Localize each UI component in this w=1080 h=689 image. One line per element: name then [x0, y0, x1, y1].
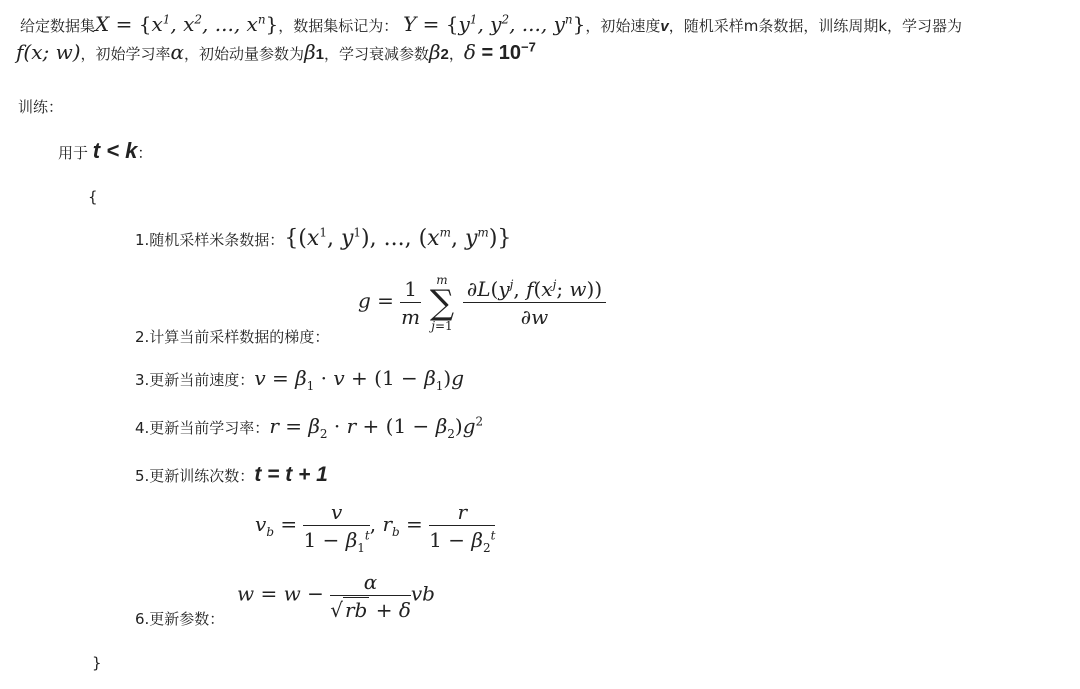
intro-line2-c: ，学习衰减参数: [323, 45, 429, 63]
formula-delta: δ: [463, 40, 476, 64]
intro-given-text: 给定数据集: [20, 17, 96, 35]
delta-value: = $10^{-7}$: [475, 39, 536, 64]
step-3-formula: $v = \beta_1 \cdot v + (1 - \beta_1)g$: [254, 366, 465, 393]
step-5: [135, 463, 328, 487]
sigma-symbol: m ∑ j=1: [429, 273, 455, 333]
formula-x-set: X: [95, 12, 110, 36]
intro-tail2: ，随机采样m条数据，训练周期k，学习器为: [668, 17, 963, 35]
step-4-formula: $r = \beta_2 \cdot r + (1 - \beta_2)g^2$: [269, 414, 484, 441]
step-4: [135, 414, 484, 441]
brace-close: }: [92, 654, 102, 672]
bias-correction-formula: $v_b$ = $\frac{v}{1 - \beta_1^t}$ , $r_b$ = $\frac{r}{1 - \beta_2^t}$: [255, 500, 496, 555]
step-3-label: 3.更新当前速度：: [135, 371, 255, 389]
step-6-label: 6.更新参数：: [135, 610, 225, 628]
train-label: 训练：: [18, 98, 64, 116]
loop-prefix: 用于: [58, 144, 93, 162]
velocity-symbol: v: [660, 18, 669, 35]
step-3: [135, 366, 465, 393]
formula-y-set: Y: [403, 12, 417, 36]
step-5-label: 5.更新训练次数：: [135, 467, 255, 485]
intro-line2-a: ，初始学习率: [80, 45, 171, 63]
loop-line: 用于 t < k：: [58, 138, 153, 163]
brace-open: {: [88, 188, 98, 206]
formula-alpha: α: [170, 40, 185, 64]
intro-line2-b: ，初始动量参数为: [184, 45, 305, 63]
intro-tail1: ，初始速度: [585, 17, 661, 35]
intro-line-1: 给定数据集$X = \{x^1$, $x^2$, ..., $x^n$}，数据集标记为： $Y = \{y^1$, $y^2$, ..., $y^n$}，初始速度v，随机采样m条数据，训练周期k，学习器为: [20, 12, 963, 36]
step-2-label: 2.计算当前采样数据的梯度：: [135, 328, 330, 346]
formula-learner: f(x; w): [16, 40, 81, 64]
intro-line-2: f(x; w)，初始学习率α，初始动量参数为β1，学习衰减参数β2，$\delta = 10^{-7}$: [16, 39, 536, 64]
step-4-label: 4.更新当前学习率：: [135, 419, 270, 437]
update-formula: w = w − $\frac{\alpha}{√ rb + \delta}$ vb: [237, 570, 435, 622]
step-5-formula: t = t + 1: [254, 463, 328, 486]
gradient-formula: g = $\frac{1}{m}$ m ∑ j=1 $\frac{\partial L(y^j, f(x^j; w))}{\partial w}$: [358, 274, 606, 332]
loop-condition: t < k: [92, 138, 138, 163]
step-1-label: 1.随机采样米条数据：: [135, 231, 285, 249]
intro-labels-text: ，数据集标记为：: [278, 17, 399, 35]
step-1: [135, 226, 511, 251]
step-1-formula: {($x^1$, $y^1$), ..., ($x^m$, $y^m$)}: [284, 225, 512, 251]
